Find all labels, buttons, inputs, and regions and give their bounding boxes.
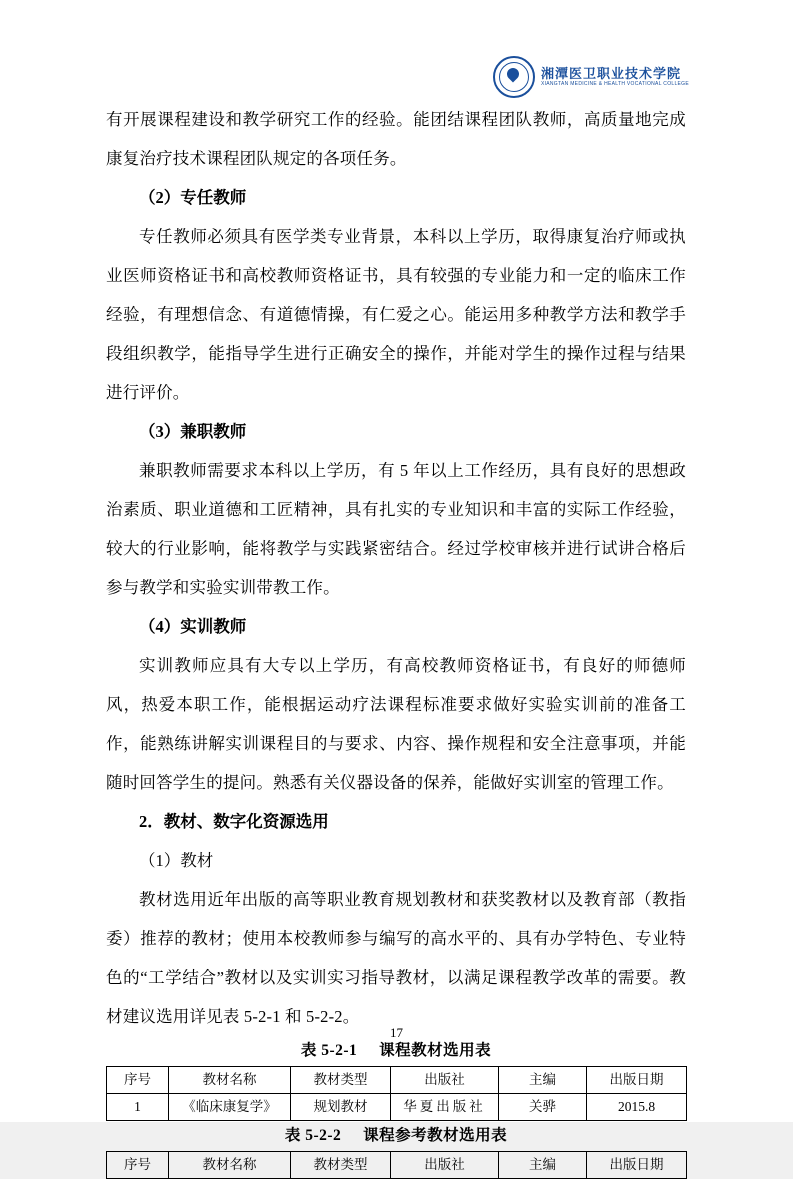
- table1-header-cell: 出版社: [391, 1067, 499, 1094]
- paragraph-full-time-teacher: 专任教师必须具有医学类专业背景，本科以上学历，取得康复治疗师或执业医师资格证书和高校教师资格证书，具有较强的专业能力和一定的临床工作经验，有理想信念、有道德情操，有仁爱之心。能运用多种教学方法和教学手段组织教学，能指导学生进行正确安全的操作，并能对学生的操作过程与结果进行评价。: [106, 227, 686, 402]
- paragraph-training-teacher: 实训教师应具有大专以上学历，有高校教师资格证书，有良好的师德师风，热爱本职工作，能根据运动疗法课程标准要求做好实验实训前的准备工作，能熟练讲解实训课程目的与要求、内容、操作规程和安全注意事项，并能随时回答学生的提问。熟悉有关仪器设备的保养，能做好实训室的管理工作。: [106, 656, 686, 792]
- logo-name-en: XIANGTAN MEDICINE & HEALTH VOCATIONAL COLLEGE: [540, 80, 689, 87]
- table2-header-cell: 教材名称: [169, 1152, 291, 1179]
- table1-header-cell: 主编: [499, 1067, 587, 1094]
- table-header-row: [107, 1152, 687, 1179]
- paragraph-part-time-teacher: 兼职教师需要求本科以上学历，有 5 年以上工作经历，具有良好的思想政治素质、职业道德和工匠精神，具有扎实的专业知识和丰富的实际工作经验，较大的行业影响，能将教学与实践紧密结合。经过学校审核并进行试讲合格后参与教学和实验实训带教工作。: [106, 461, 686, 597]
- seal-icon: [493, 56, 535, 98]
- table1-cell-date: 2015.8: [587, 1094, 687, 1121]
- table2-header-cell: 主编: [499, 1152, 587, 1179]
- table2-header-cell: 出版日期: [587, 1152, 687, 1179]
- table1-cell-publisher: 华夏出版社: [391, 1094, 499, 1121]
- table-reference-textbooks: [106, 1151, 687, 1179]
- table2-caption: [106, 1121, 686, 1151]
- table-course-textbooks: [106, 1066, 687, 1121]
- table-header-row: [107, 1067, 687, 1094]
- table2-header-cell: 序号: [107, 1152, 169, 1179]
- table1-cell-index: 1: [107, 1094, 169, 1121]
- logo-text-block: [541, 67, 689, 88]
- table1-caption-title: 课程教材选用表: [379, 1042, 492, 1059]
- college-logo: [493, 56, 689, 98]
- logo-name-cn: 湘潭医卫职业技术学院: [540, 65, 681, 81]
- page-number: 17: [390, 1025, 403, 1040]
- table2-header-cell: 教材类型: [291, 1152, 391, 1179]
- paragraph-textbook: 教材选用近年出版的高等职业教育规划教材和获奖教材以及教育部（教指委）推荐的教材；使用本校教师参与编写的高水平的、具有办学特色、专业特色的“工学结合”教材以及实训实习指导教材，以满足课程教学改革的需要。教材建议选用详见表 5-2-1 和 5-2-2。: [106, 890, 686, 1026]
- heading-training-teacher: （4）实训教师: [139, 617, 247, 636]
- table1-cell-type: 规划教材: [291, 1094, 391, 1121]
- table1-caption-number: 表 5-2-1: [300, 1042, 358, 1059]
- table1-header-cell: 教材名称: [169, 1067, 291, 1094]
- table2-caption-number: 表 5-2-2: [284, 1127, 342, 1144]
- heading-full-time-teacher: （2）专任教师: [139, 188, 247, 207]
- table1-header-cell: 出版日期: [587, 1067, 687, 1094]
- heading-textbook: （1）教材: [139, 851, 214, 870]
- table1-cell-editor: 关骅: [499, 1094, 587, 1121]
- paragraph-top: 有开展课程建设和教学研究工作的经验。能团结课程团队教师，高质量地完成康复治疗技术课程团队规定的各项任务。: [106, 110, 686, 168]
- table-row: [107, 1094, 687, 1121]
- heading-part-time-teacher: （3）兼职教师: [139, 422, 247, 441]
- table2-caption-title: 课程参考教材选用表: [363, 1127, 508, 1144]
- table1-cell-name: 《临床康复学》: [169, 1094, 291, 1121]
- document-body: [106, 100, 686, 1179]
- table1-header-cell: 教材类型: [291, 1067, 391, 1094]
- table2-header-cell: 出版社: [391, 1152, 499, 1179]
- heading-section-materials: 2．教材、数字化资源选用: [139, 812, 329, 831]
- table1-header-cell: 序号: [107, 1067, 169, 1094]
